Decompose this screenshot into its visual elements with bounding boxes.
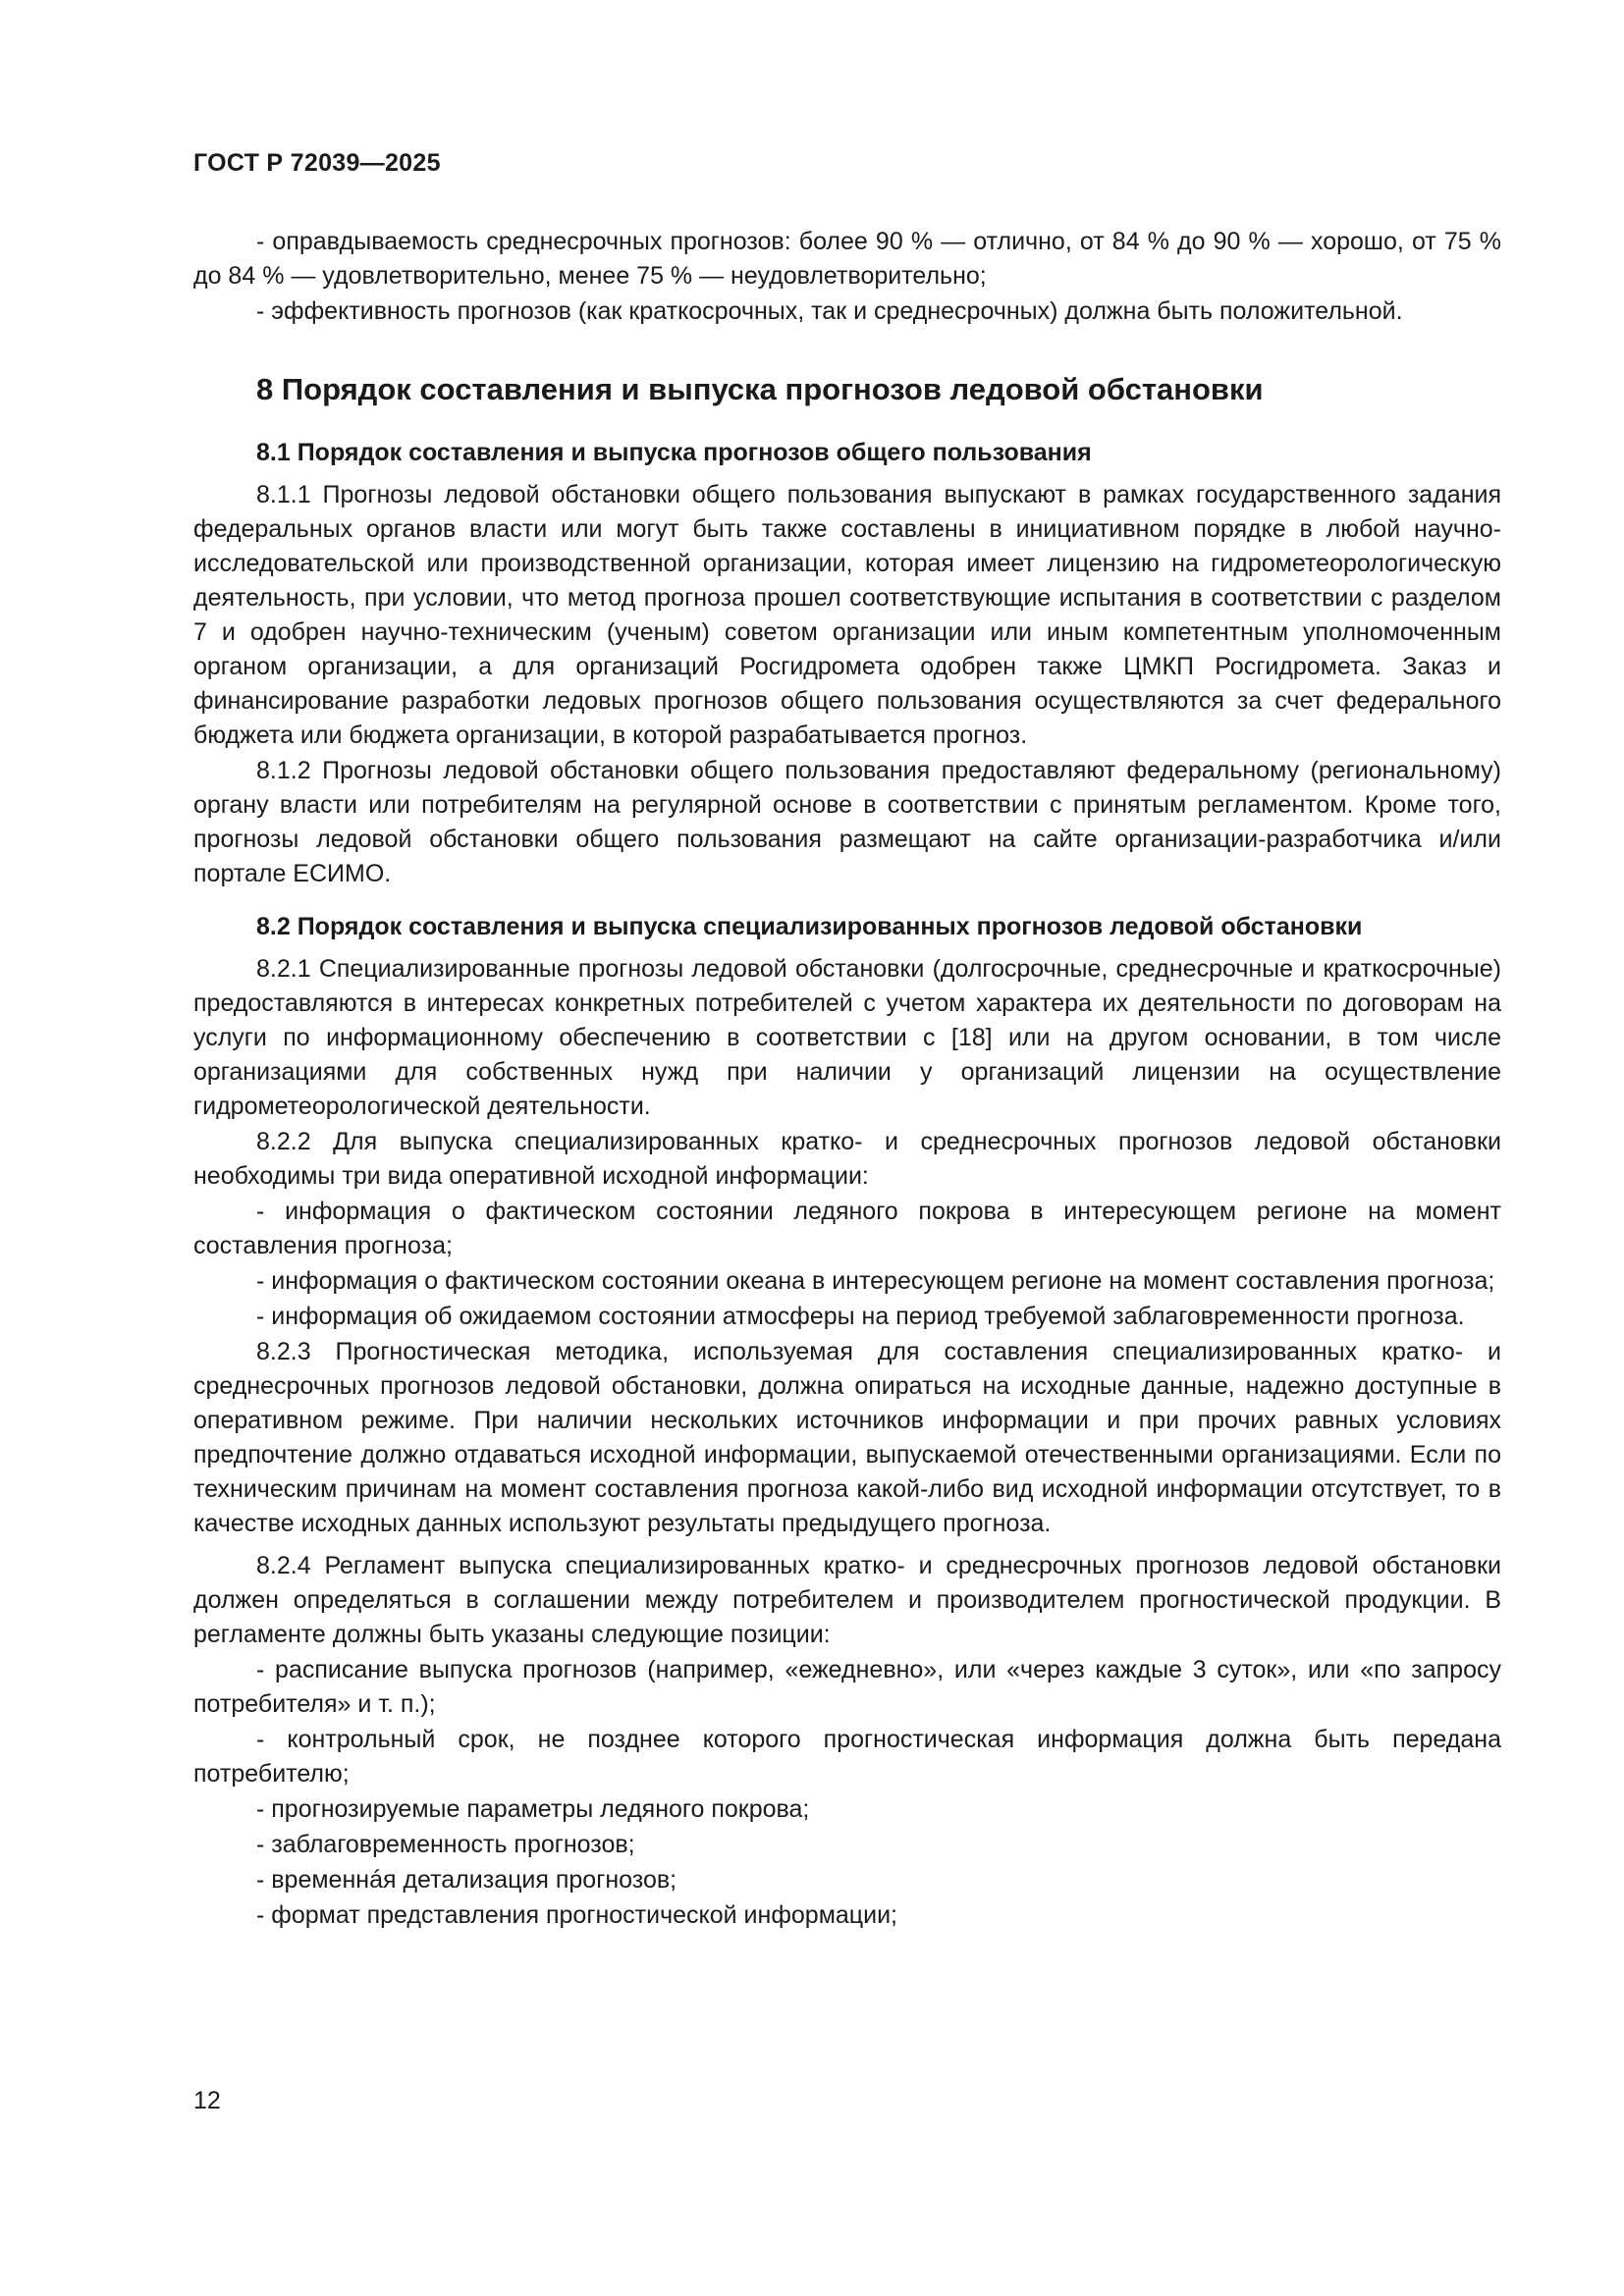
- page-content: [193, 225, 1501, 1933]
- intro-paragraph: - оправдываемость среднесрочных прогнозов: более 90 % — отлично, от 84 % до 90 % — хорошо, от 75 % до 84 % — удовлетворительно, менее 75 % — неудовлетворительно;: [193, 228, 1501, 290]
- paragraph-8-2-4: 8.2.4 Регламент выпуска специализированных кратко- и среднесрочных прогнозов ледовой обстановки должен определяться в соглашении между потребителем и производителем прогностической продукции. В регламенте должны быть указаны следующие позиции:: [193, 1552, 1501, 1648]
- intro-paragraph: - эффективность прогнозов (как краткосрочных, так и среднесрочных) должна быть положительной.: [256, 297, 1403, 325]
- list-item: - информация о фактическом состоянии ледяного покрова в интересующем регионе на момент составления прогноза;: [193, 1198, 1501, 1259]
- list-item: - информация об ожидаемом состоянии атмосферы на период требуемой заблаговременности прогноза.: [256, 1303, 1465, 1330]
- section-8-heading: 8 Порядок составления и выпуска прогнозов ледовой обстановки: [256, 372, 1264, 406]
- section-8-1-heading: 8.1 Порядок составления и выпуска прогнозов общего пользования: [256, 439, 1092, 466]
- list-item: - заблаговременность прогнозов;: [256, 1831, 635, 1858]
- list-item: - формат представления прогностической информации;: [256, 1901, 897, 1929]
- paragraph-8-2-3: 8.2.3 Прогностическая методика, используемая для составления специализированных кратко- и среднесрочных прогнозов ледовой обстановки, должна опираться на исходные данные, надежно доступные в оперативном режиме. При наличии нескольких источников информации и при прочих равных условиях предпочтение должно отдаваться исходной информации, выпускаемой отечественными организациями. Если по техническим причинам на момент составления прогноза какой-либо вид исходной информации отсутствует, то в качестве исходных данных используют результаты предыдущего прогноза.: [193, 1338, 1501, 1537]
- paragraph-8-1-1: 8.1.1 Прогнозы ледовой обстановки общего пользования выпускают в рамках государственного задания федеральных органов власти или могут быть также составлены в инициативном порядке в любой научно-исследовательской или производственной организации, которая имеет лицензию на гидрометеорологическую деятельность, при условии, что метод прогноза прошел соответствующие испытания в соответствии с разделом 7 и одобрен научно-техническим (ученым) советом организации или иным компетентным уполномоченным органом организации, а для организаций Росгидромета одобрен также ЦМКП Росгидромета. Заказ и финансирование разработки ледовых прогнозов общего пользования осуществляются за счет федерального бюджета или бюджета организации, в которой разрабатывается прогноз.: [193, 481, 1501, 749]
- paragraph-8-2-2: 8.2.2 Для выпуска специализированных кратко- и среднесрочных прогнозов ледовой обстановки необходимы три вида оперативной исходной информации:: [193, 1128, 1501, 1190]
- document-header-standard-id: ГОСТ Р 72039—2025: [193, 149, 441, 177]
- section-8-2-heading: 8.2 Порядок составления и выпуска специализированных прогнозов ледовой обстановки: [256, 913, 1363, 940]
- list-item: - расписание выпуска прогнозов (например, «ежедневно», или «через каждые 3 суток», или «по запросу потребителя» и т. п.);: [193, 1656, 1501, 1718]
- list-item: - временнáя детализация прогнозов;: [256, 1866, 677, 1894]
- paragraph-8-2-1: 8.2.1 Специализированные прогнозы ледовой обстановки (долгосрочные, среднесрочные и краткосрочные) предоставляются в интересах конкретных потребителей с учетом характера их деятельности по договорам на услуги по информационному обеспечению в соответствии с [18] или на другом основании, в том числе организациями для собственных нужд при наличии у организаций лицензии на осуществление гидрометеорологической деятельности.: [193, 955, 1501, 1120]
- list-item: - информация о фактическом состоянии океана в интересующем регионе на момент составления прогноза;: [256, 1267, 1495, 1295]
- page-number: 12: [193, 2087, 221, 2114]
- paragraph-8-1-2: 8.1.2 Прогнозы ледовой обстановки общего пользования предоставляют федеральному (региональному) органу власти или потребителям на регулярной основе в соответствии с принятым регламентом. Кроме того, прогнозы ледовой обстановки общего пользования размещают на сайте организации-разработчика и/или портале ЕСИМО.: [193, 757, 1501, 887]
- list-item: - прогнозируемые параметры ледяного покрова;: [256, 1795, 810, 1823]
- list-item: - контрольный срок, не позднее которого прогностическая информация должна быть передана потребителю;: [193, 1726, 1501, 1788]
